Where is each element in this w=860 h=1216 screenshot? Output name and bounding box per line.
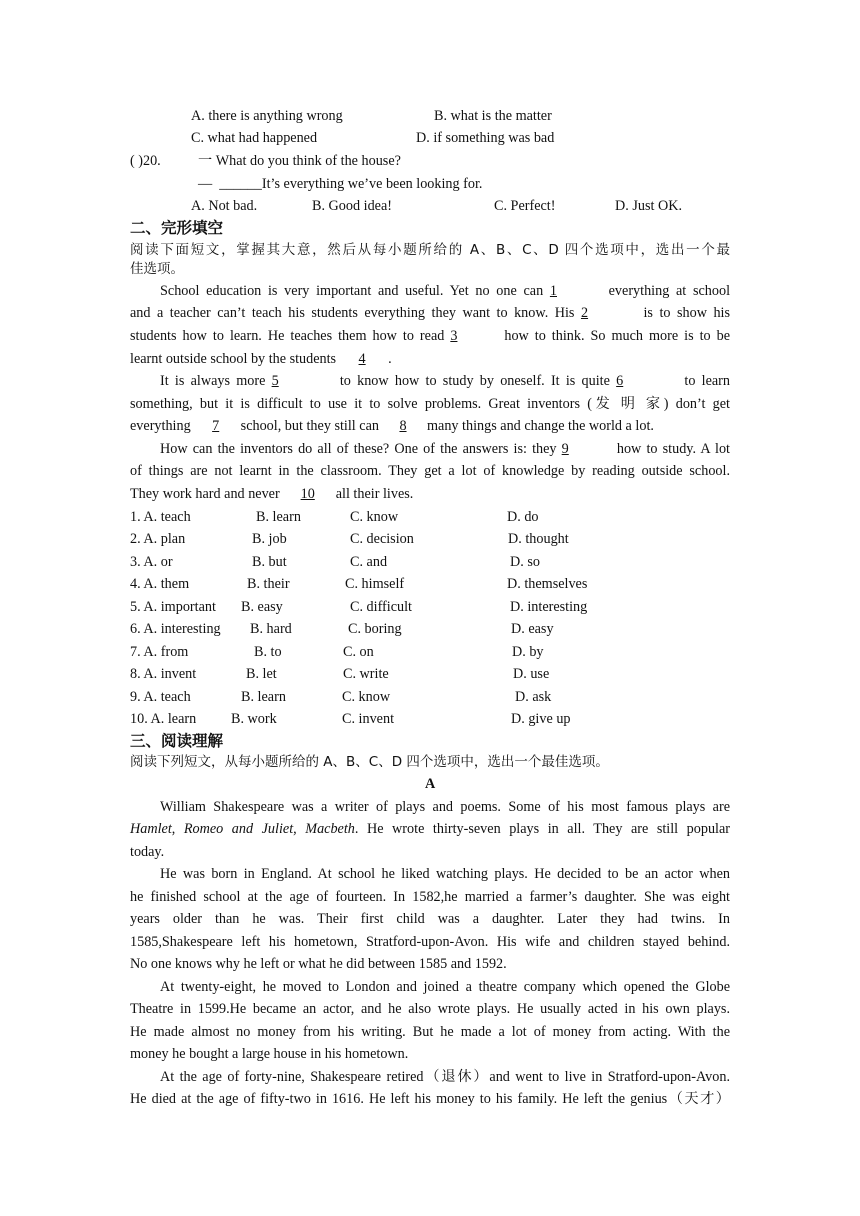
passage-c-line2: Theatre in 1599.He became an actor, and he also wrote plays. He usually acted in his own plays. <box>130 1001 730 1017</box>
passage-a-line2: Hamlet, Romeo and Juliet, Macbeth. He wrote thirty-seven plays in all. They are still popular <box>130 821 730 837</box>
blank-5: 5 <box>271 373 279 389</box>
passage-c-line4: money he bought a large house in his hometown. <box>130 1046 409 1062</box>
choice-2-b: B. job <box>252 531 287 547</box>
q19-option-a: A. there is anything wrong <box>191 108 343 124</box>
choice-1-d: D. do <box>507 509 539 525</box>
blank-3: 3 <box>450 328 458 344</box>
blank-9: 9 <box>561 441 569 457</box>
section3-instruction: 阅读下列短文，从每小题所给的 A、B、C、D 四个选项中，选出一个最佳选项。 <box>130 754 609 770</box>
choice-3-b: B. but <box>252 554 287 570</box>
choice-9-d: D. ask <box>515 689 552 705</box>
cloze-p1-line4: learnt outside school by the students 4 . <box>130 351 392 367</box>
choice-7-d: D. by <box>512 644 544 660</box>
cloze-p2-line1: It is always more 5 to know how to study by oneself. It is quite 6 to learn <box>160 373 730 389</box>
choice-1-c: C. know <box>350 509 399 525</box>
blank-1: 1 <box>549 283 557 299</box>
cloze-p2-line2: something, but it is difficult to use it to solve problems. Great inventors (发 明 家) don’t get <box>130 396 730 412</box>
choice-6-d: D. easy <box>511 621 554 637</box>
choice-8-b: B. let <box>246 666 277 682</box>
choice-6-c: C. boring <box>348 621 402 637</box>
choice-2-a: 2. A. plan <box>130 531 186 547</box>
choice-9-b: B. learn <box>241 689 286 705</box>
section2-instruction-line1: 阅读下面短文，掌握其大意，然后从每小题所给的 A、B、C、D 四个选项中，选出一个最 <box>130 242 730 258</box>
choice-1-a: 1. A. teach <box>130 509 191 525</box>
section3-heading: 三、阅读理解 <box>130 732 224 750</box>
choice-3-a: 3. A. or <box>130 554 173 570</box>
cloze-p3-line1: How can the inventors do all of these? One of the answers is: they 9 how to study. A lot <box>160 441 730 457</box>
choice-7-c: C. on <box>343 644 374 660</box>
cloze-p1-line1: School education is very important and useful. Yet no one can 1 everything at school <box>160 283 731 299</box>
blank-2: 2 <box>580 305 589 321</box>
cloze-p2-line3: everything 7 school, but they still can 8 many things and change the world a lot. <box>130 418 654 434</box>
blank-10: 10 <box>300 486 315 502</box>
choice-9-a: 9. A. teach <box>130 689 191 705</box>
choice-1-b: B. learn <box>256 509 301 525</box>
title-romeo-and-juliet: Romeo and Juliet <box>183 821 294 837</box>
passage-d-line2: He died at the age of fifty-two in 1616. He left his money to his family. He left the genius（天才） <box>130 1091 730 1107</box>
choice-10-d: D. give up <box>511 711 571 727</box>
passage-a-line1: William Shakespeare was a writer of plays and poems. Some of his most famous plays are <box>160 799 730 815</box>
choice-5-a: 5. A. important <box>130 599 216 615</box>
choice-10-c: C. invent <box>342 711 395 727</box>
choice-5-c: C. difficult <box>350 599 413 615</box>
choice-4-c: C. himself <box>345 576 405 592</box>
q20-option-b: B. Good idea! <box>312 198 392 214</box>
cloze-p1-line2: and a teacher can’t teach his students everything they want to know. His 2 is to show his <box>130 305 731 321</box>
choice-3-d: D. so <box>510 554 540 570</box>
choice-10-b: B. work <box>231 711 277 727</box>
passage-b-line4: 1585,Shakespeare left his hometown, Stratford-upon-Avon. His wife and children stayed behind. <box>130 934 730 950</box>
passage-b-line3: years older than he was. Their first child was a daughter. Later they had twins. In <box>130 911 730 927</box>
choice-4-a: 4. A. them <box>130 576 190 592</box>
title-hamlet: Hamlet <box>130 821 172 837</box>
choice-2-d: D. thought <box>508 531 569 547</box>
choice-5-d: D. interesting <box>510 599 588 615</box>
q20-number: ( )20. <box>130 153 161 169</box>
passage-label: A <box>425 776 436 792</box>
choice-2-c: C. decision <box>350 531 414 547</box>
passage-b-line2: he finished school at the age of fourteen. In 1582,he married a farmer’s daughter. She was eight <box>130 889 730 905</box>
blank-6: 6 <box>616 373 624 389</box>
q20-blank: ______ <box>219 176 262 192</box>
q20-answer-line <box>198 174 482 194</box>
passage-a-line3: today. <box>130 844 165 860</box>
choice-6-b: B. hard <box>250 621 292 637</box>
q20-dash: — <box>198 176 213 192</box>
choice-3-c: C. and <box>350 554 388 570</box>
choice-6-a: 6. A. interesting <box>130 621 221 637</box>
choice-7-b: B. to <box>254 644 282 660</box>
choice-8-d: D. use <box>513 666 550 682</box>
cloze-p3-line2: of things are not learnt in the classroom. They get a lot of knowledge by reading outside school. <box>130 463 730 479</box>
choice-8-a: 8. A. invent <box>130 666 197 682</box>
blank-8: 8 <box>399 418 407 434</box>
q20-option-d: D. Just OK. <box>615 198 683 214</box>
section2-instruction-line2: 佳选项。 <box>130 261 184 277</box>
q20-option-a: A. Not bad. <box>191 198 258 214</box>
passage-b-line5: No one knows why he left or what he did between 1585 and 1592. <box>130 956 507 972</box>
choice-4-b: B. their <box>247 576 290 592</box>
cloze-p1-line3: students how to learn. He teaches them how to read 3 how to think. So much more is to be <box>130 328 731 344</box>
choice-9-c: C. know <box>342 689 391 705</box>
choice-8-c: C. write <box>343 666 389 682</box>
title-macbeth: Macbeth <box>305 821 355 837</box>
blank-4: 4 <box>358 351 366 367</box>
choice-4-d: D. themselves <box>507 576 588 592</box>
q19-option-b: B. what is the matter <box>434 108 552 124</box>
q20-question: 一 What do you think of the house? <box>198 153 401 169</box>
choice-10-a: 10. A. learn <box>130 711 197 727</box>
passage-c-line3: He made almost no money from his writing. But he made a lot of money from acting. With the <box>130 1024 730 1040</box>
section2-heading: 二、完形填空 <box>130 219 224 237</box>
cloze-p3-line3: They work hard and never 10 all their lives. <box>130 486 414 502</box>
choice-7-a: 7. A. from <box>130 644 189 660</box>
q19-option-d: D. if something was bad <box>416 130 555 146</box>
passage-b-line1: He was born in England. At school he liked watching plays. He decided to be an actor when <box>160 866 730 882</box>
q20-option-c: C. Perfect! <box>494 198 556 214</box>
choice-5-b: B. easy <box>241 599 283 615</box>
passage-d-line1: At the age of forty-nine, Shakespeare retired（退休）and went to live in Stratford-upon-Avon. <box>160 1069 730 1085</box>
blank-7: 7 <box>212 418 220 434</box>
q20-answer: It’s everything we’ve been looking for. <box>261 176 483 192</box>
passage-c-line1: At twenty-eight, he moved to London and joined a theatre company which opened the Globe <box>160 979 730 995</box>
q19-option-c: C. what had happened <box>191 130 318 146</box>
